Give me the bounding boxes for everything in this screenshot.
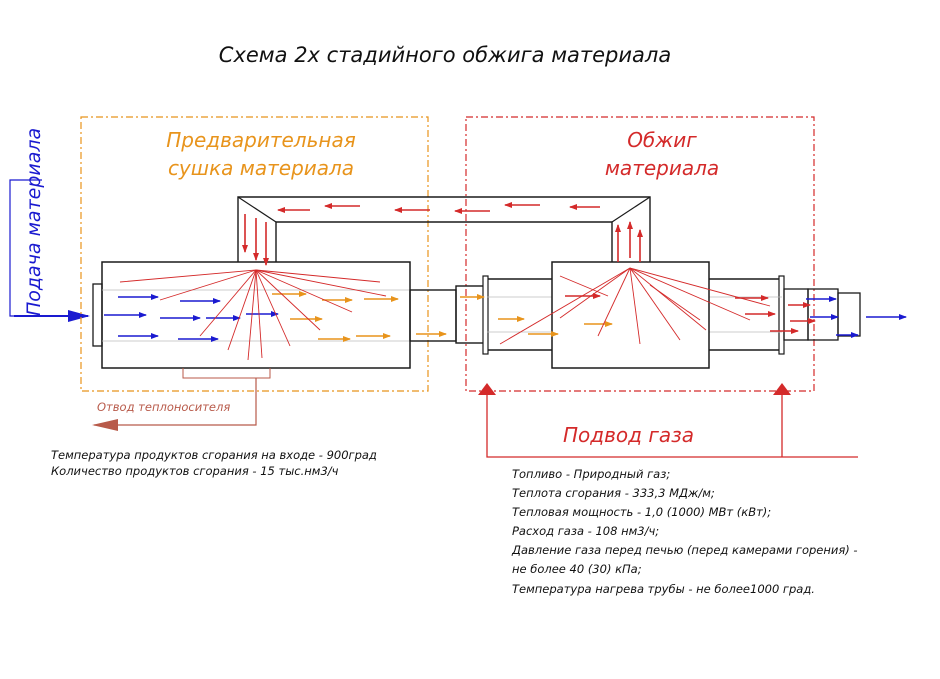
heat-ray	[256, 270, 386, 296]
combustion-note: Количество продуктов сгорания - 15 тыс.нм3/ч	[51, 464, 339, 478]
gas-spec-line: Теплота сгорания - 333,3 МДж/м;	[512, 486, 715, 500]
firing-zone-label-2: материала	[604, 156, 720, 180]
heat-ray	[248, 270, 256, 360]
gas-duct-corner-left	[238, 197, 276, 222]
combustion-chamber	[552, 262, 709, 368]
heat-ray	[256, 270, 320, 330]
firing-tube-flange-right	[779, 276, 784, 354]
heat-ray	[256, 270, 352, 312]
combustion-note: Температура продуктов сгорания на входе - 900град	[51, 448, 377, 462]
drying-zone-label-1: Предварительная	[166, 128, 356, 152]
heat-ray	[256, 270, 290, 346]
diagram-title: Схема 2х стадийного обжига материала	[218, 43, 672, 67]
heat-ray	[200, 270, 256, 336]
outlet-bracket	[183, 368, 270, 378]
gas-spec-line: Температура нагрева трубы - не более1000 град.	[512, 582, 815, 596]
outlet-section-3	[838, 293, 860, 336]
combustion-notes	[51, 448, 377, 478]
heat-carrier-outlet-label: Отвод теплоносителя	[97, 400, 231, 414]
firing-tube-flange-left	[483, 276, 488, 354]
gas-spec-line: Топливо - Природный газ;	[512, 467, 671, 481]
gas-spec-line: Тепловая мощность - 1,0 (1000) МВт (кВт);	[512, 505, 772, 519]
drying-drum	[102, 262, 410, 368]
connecting-pipe-2	[456, 286, 484, 343]
heat-ray	[228, 270, 256, 350]
heat-ray	[256, 270, 380, 282]
gas-spec-line: Давление газа перед печью (перед камерами горения) -	[512, 543, 858, 557]
firing-zone-label-1: Обжиг	[627, 128, 697, 152]
gas-spec-line: Расход газа - 108 нм3/ч;	[512, 524, 660, 538]
drying-zone-label-2: сушка материала	[167, 156, 355, 180]
gas-duct-corner-right	[612, 197, 650, 222]
feed-label: Подача материала	[23, 127, 45, 316]
outlet-section-2	[808, 289, 838, 340]
outlet-section-1	[784, 289, 808, 340]
gas-specs	[511, 467, 858, 596]
gas-supply-label: Подвод газа	[563, 423, 694, 447]
flow-arrows	[104, 205, 906, 360]
inlet-flange	[93, 284, 102, 346]
gas-spec-line: не более 40 (30) кПа;	[512, 562, 642, 576]
